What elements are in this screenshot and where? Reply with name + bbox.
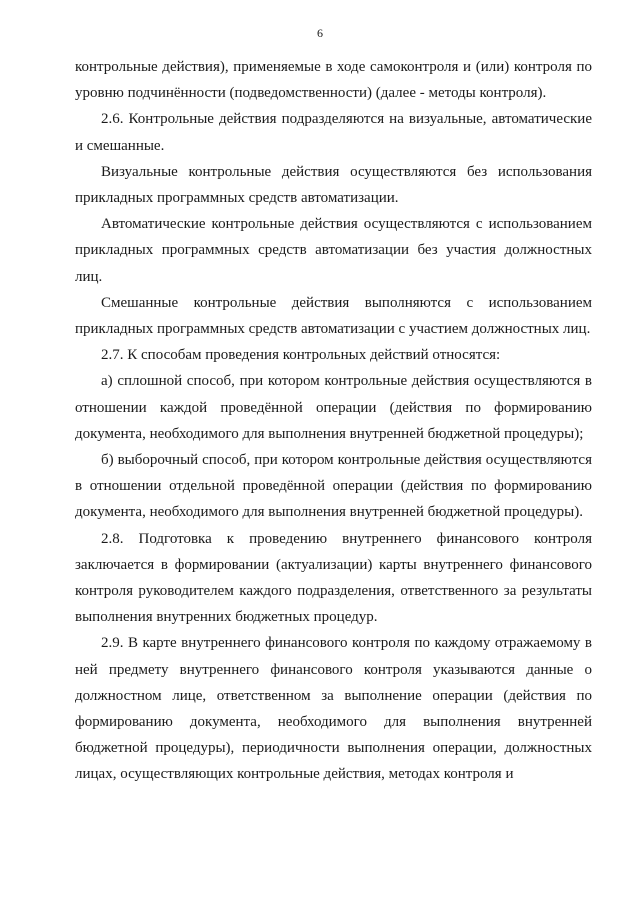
paragraph-continuation: контрольные действия), применяемые в ходе самоконтроля и (или) контроля по уровню подчинённости (подведомственности) (далее - методы контроля). <box>75 59 592 102</box>
paragraph-visual-actions: Визуальные контрольные действия осуществляются без использования прикладных программных средств автоматизации. <box>75 163 592 207</box>
paragraph-2-7: 2.7. К способам проведения контрольных действий относятся: <box>101 347 501 364</box>
paragraph-2-6: 2.6. Контрольные действия подразделяются на визуальные, автоматические и смешанные. <box>75 111 592 154</box>
paragraph-2-9: 2.9. В карте внутреннего финансового контроля по каждому отражаемому в ней предмету внутреннего финансового контроля указываются данные о должностном лице, ответственном за выполнение операции (действия по формированию документа, необходимого для выполнения внутренней бюджетной процедуры), периодичности выполнения операции, должностных лицах, осуществляющих контрольные действия, методах контроля и <box>75 635 592 783</box>
paragraph-automatic-actions: Автоматические контрольные действия осуществляются с использованием прикладных программных средств автоматизации без участия должностных лиц. <box>75 216 592 285</box>
paragraph-item-a: а) сплошной способ, при котором контрольные действия осуществляются в отношении каждой проведённой операции (действия по формированию документа, необходимого для выполнения внутренней бюджетной процедуры); <box>75 373 592 442</box>
page-number: 6 <box>317 26 323 40</box>
paragraph-2-8: 2.8. Подготовка к проведению внутреннего финансового контроля заключается в формировании (актуализации) карты внутреннего финансового контроля руководителем каждого подразделения, ответственного за результаты выполнения внутренних бюджетных процедур. <box>75 530 592 626</box>
paragraph-item-b: б) выборочный способ, при котором контрольные действия осуществляются в отношении отдельной проведённой операции (действия по формированию документа, необходимого для выполнения внутренней бюджетной процедуры). <box>75 452 592 521</box>
paragraph-mixed-actions: Смешанные контрольные действия выполняются с использованием прикладных программных средств автоматизации с участием должностных лиц. <box>75 294 592 338</box>
document-body <box>75 54 592 788</box>
